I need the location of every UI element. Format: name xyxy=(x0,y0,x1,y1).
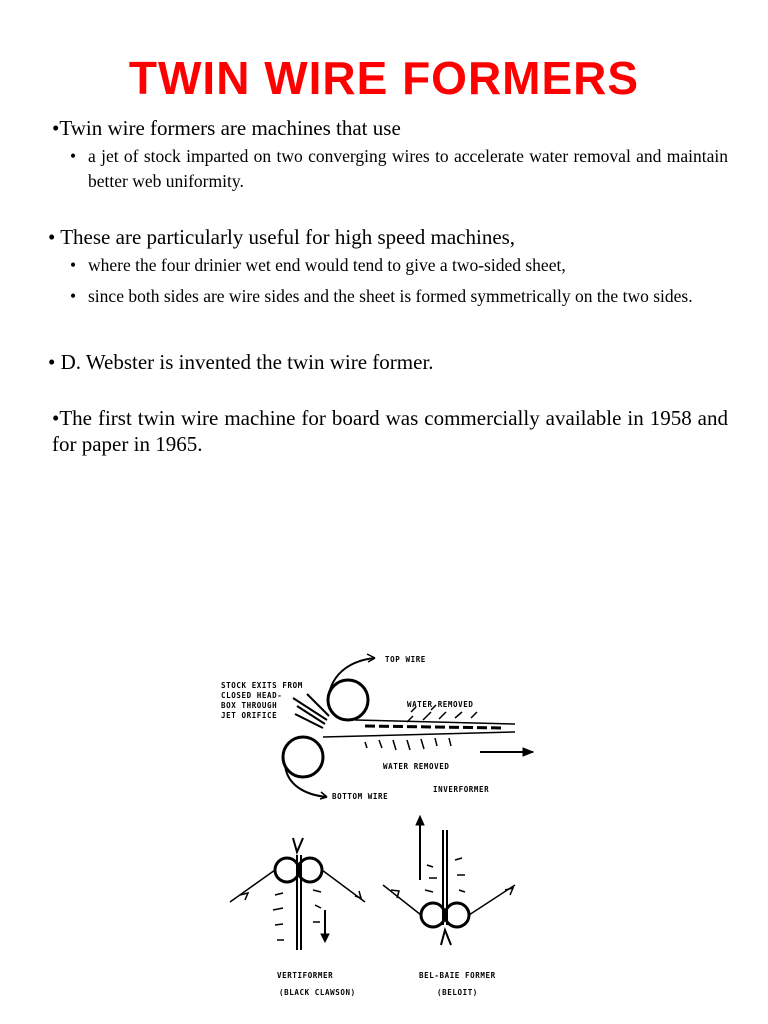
label-beloit: (BELOIT) xyxy=(437,988,478,997)
label-stock-exits: STOCK EXITS FROM xyxy=(221,681,303,690)
label-top-wire: TOP WIRE xyxy=(385,655,426,664)
label-water-removed-top: WATER REMOVED xyxy=(407,700,474,709)
bullet-item xyxy=(52,405,728,457)
bullet-item xyxy=(48,349,728,375)
label-stock-exits: BOX THROUGH xyxy=(221,701,278,710)
bullet-marker: • xyxy=(52,116,60,140)
bullet-text: The first twin wire machine for board was commercially available in 1958 and for paper in 1965. xyxy=(52,406,728,456)
twin-wire-diagram xyxy=(215,640,545,1010)
label-bel-baie: BEL-BAIE FORMER xyxy=(419,971,496,980)
bullet-text: Twin wire formers are machines that use xyxy=(59,116,401,140)
label-black-clawson: (BLACK CLAWSON) xyxy=(279,988,356,997)
diagram-svg xyxy=(215,640,545,1010)
bullet-text: since both sides are wire sides and the sheet is formed symmetrically on the two sides. xyxy=(88,286,693,306)
label-water-removed-bottom: WATER REMOVED xyxy=(383,762,450,771)
label-stock-exits: JET ORIFICE xyxy=(221,711,278,720)
top-roll xyxy=(328,680,368,720)
bullet-list xyxy=(48,115,728,457)
label-bottom-wire: BOTTOM WIRE xyxy=(332,792,389,801)
sub-bullet-item xyxy=(70,253,728,278)
bullet-marker: • xyxy=(48,350,56,374)
sub-bullet-item xyxy=(70,144,728,194)
bullet-text: where the four drinier wet end would tend to give a two-sided sheet, xyxy=(88,255,566,275)
bullet-item xyxy=(52,115,728,141)
bullet-item xyxy=(48,224,728,250)
bullet-marker: • xyxy=(52,406,60,430)
bullet-text: D. Webster is invented the twin wire former. xyxy=(60,350,434,374)
bullet-marker: • xyxy=(70,255,77,275)
label-stock-exits: CLOSED HEAD- xyxy=(221,691,283,700)
inverformer-diagram xyxy=(221,654,533,801)
bullet-marker: • xyxy=(70,286,77,306)
bottom-roll xyxy=(283,737,323,777)
bullet-text: These are particularly useful for high speed machines, xyxy=(60,225,516,249)
label-vertiformer: VERTIFORMER xyxy=(277,971,334,980)
label-inverformer: INVERFORMER xyxy=(433,785,490,794)
vertiformer-diagram xyxy=(230,838,365,997)
bullet-marker: • xyxy=(70,146,77,166)
sub-bullet-item xyxy=(70,284,728,309)
bel-baie-diagram xyxy=(383,816,515,997)
bullet-text: a jet of stock imparted on two converging wires to accelerate water removal and maintain better web uniformity. xyxy=(88,146,728,191)
page-title: TWIN WIRE FORMERS xyxy=(128,52,640,104)
bullet-marker: • xyxy=(48,225,56,249)
